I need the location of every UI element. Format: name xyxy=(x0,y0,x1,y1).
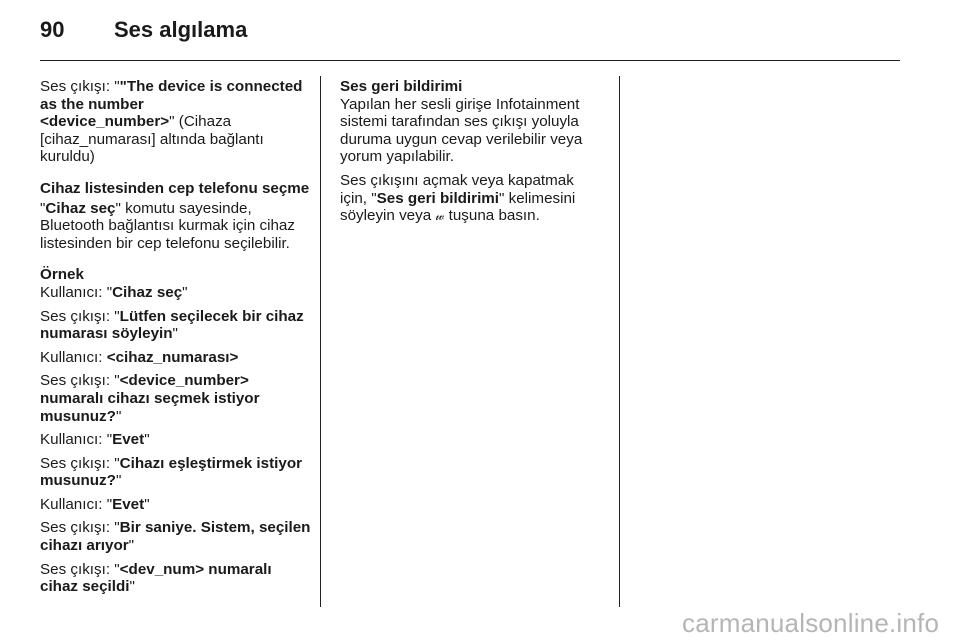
dialog-line: Ses çıkışı: "<device_number> numaralı cihazı seçmek istiyor musunuz?" xyxy=(40,372,260,425)
dialog-line: Kullanıcı: "Evet" xyxy=(40,495,150,513)
toggle-paragraph: Ses çıkışını açmak veya kapatmak için, "Ses geri bildirimi" kelimesini söyleyin veya 𝓌 tuşuna basın. xyxy=(340,171,576,225)
dialog-line: Kullanıcı: <cihaz_numarası> xyxy=(40,348,239,366)
dialog-line: Ses çıkışı: "Bir saniye. Sistem, seçilen cihazı arıyor" xyxy=(40,519,311,555)
watermark: carmanualsonline.info xyxy=(682,608,940,638)
left-column xyxy=(40,78,312,602)
dialog-line: Ses çıkışı: "<dev_num> numaralı cihaz seçildi" xyxy=(40,560,272,596)
instruction-paragraph: "Cihaz seç" komutu sayesinde, Bluetooth bağlantısı kurmak için cihaz listesinden bir cep telefonu seçilebilir. xyxy=(40,199,295,252)
page-header xyxy=(40,17,247,43)
bold-device-number: <device_number> xyxy=(40,113,170,131)
section-heading: Ses geri bildirimi xyxy=(340,78,463,95)
middle-column xyxy=(340,78,602,231)
output-paragraph: Ses çıkışı: ""The device is connected as the number <device_number>" (Cihaza [cihaz_numarası] altında bağlantı kuruldu) xyxy=(40,78,303,166)
page-title: Ses algılama xyxy=(114,17,248,42)
section-heading: Cihaz listesinden cep telefonu seçme xyxy=(40,179,310,197)
header-rule xyxy=(40,60,900,61)
dialog-line: Ses çıkışı: "Lütfen seçilecek bir cihaz numarası söyleyin" xyxy=(40,307,304,343)
bold-phrase: "The device is connected as the number xyxy=(40,78,303,113)
column-divider xyxy=(619,76,620,607)
page-number: 90 xyxy=(40,17,65,42)
dialog-line: Kullanıcı: "Evet" xyxy=(40,431,150,449)
feedback-paragraph: Yapılan her sesli girişe Infotainment sistemi tarafından ses çıkışı yoluyla duruma uygun cevap verilebilir veya yorum yapılabilir. xyxy=(340,95,583,166)
voice-command-icon: 𝓌 xyxy=(435,208,445,224)
example-heading: Örnek xyxy=(40,266,84,284)
dialog-line: Kullanıcı: "Cihaz seç" xyxy=(40,283,188,301)
dialog-line: Ses çıkışı: "Cihazı eşleştirmek istiyor musunuz?" xyxy=(40,454,303,490)
column-divider xyxy=(320,76,321,607)
